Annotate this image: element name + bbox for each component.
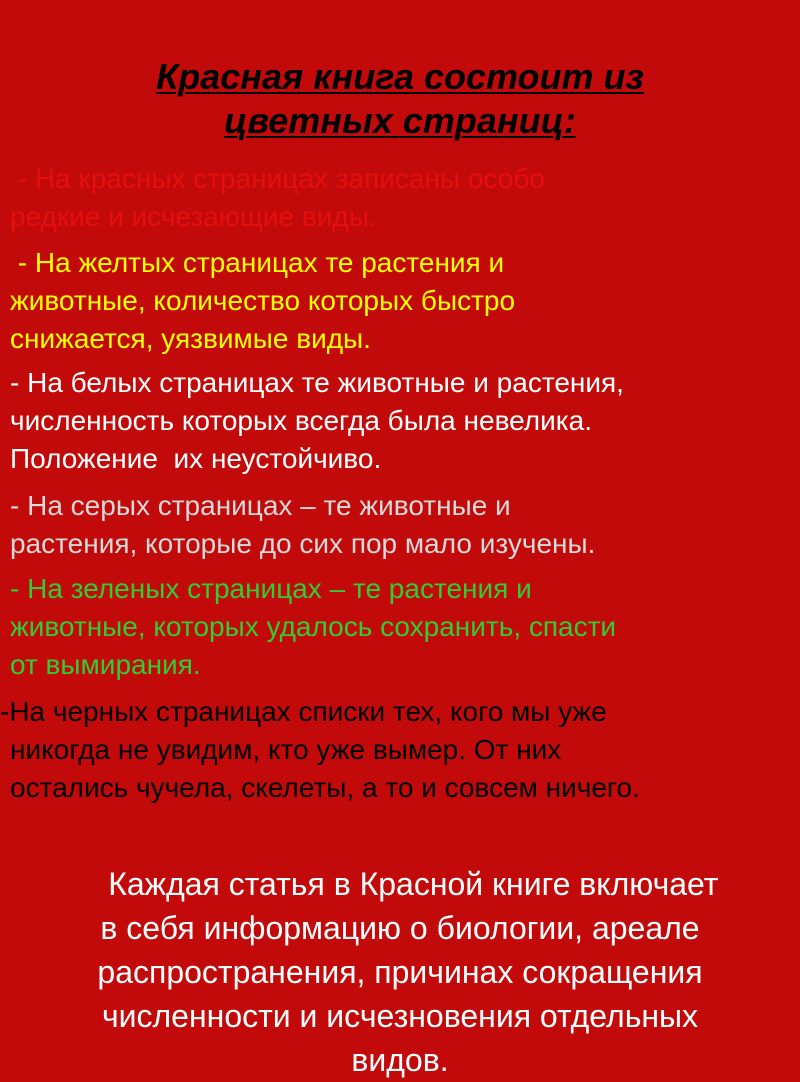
black-pages-item bbox=[0, 693, 780, 807]
title-line-1: Красная книга состоит из bbox=[156, 56, 644, 97]
summary-line-2: в себя информацию о биологии, ареале bbox=[100, 910, 700, 946]
white-pages-item bbox=[10, 364, 790, 478]
green-pages-line-2: животные, которых удалось сохранить, спасти bbox=[10, 611, 617, 642]
white-pages-line-3: Положение их неустойчиво. bbox=[10, 443, 382, 474]
green-pages-item bbox=[10, 570, 790, 684]
yellow-pages-line-3: снижается, уязвимые виды. bbox=[10, 323, 371, 354]
summary-paragraph bbox=[0, 862, 800, 1082]
red-pages-line-2: редкие и исчезающие виды. bbox=[10, 201, 377, 232]
yellow-pages-line-2: животные, количество которых быстро bbox=[10, 285, 516, 316]
red-pages-line-1: - На красных страницах записаны особо bbox=[10, 163, 545, 194]
gray-pages-item bbox=[10, 487, 790, 563]
slide-title bbox=[0, 55, 800, 143]
gray-pages-line-1: - На серых страницах – те животные и bbox=[10, 490, 511, 521]
summary-line-4: численности и исчезновения отдельных bbox=[101, 998, 699, 1034]
green-pages-line-3: от вымирания. bbox=[10, 649, 201, 680]
black-pages-line-3: остались чучела, скелеты, а то и совсем ничего. bbox=[10, 772, 640, 803]
white-pages-line-2: численность которых всегда была невелика. bbox=[10, 405, 592, 436]
gray-pages-line-2: растения, которые до сих пор мало изучены. bbox=[10, 528, 596, 559]
summary-line-5: видов. bbox=[351, 1042, 449, 1078]
red-pages-item bbox=[10, 160, 790, 236]
yellow-pages-item bbox=[10, 244, 790, 358]
summary-line-1: Каждая статья в Красной книге включает bbox=[81, 866, 719, 902]
yellow-pages-line-1: - На желтых страницах те растения и bbox=[10, 247, 505, 278]
title-line-2: цветных страниц: bbox=[224, 100, 576, 141]
green-pages-line-1: - На зеленых страницах – те растения и bbox=[10, 573, 532, 604]
summary-line-3: распространения, причинах сокращения bbox=[97, 954, 703, 990]
black-pages-line-1: -На черных страницах списки тех, кого мы уже bbox=[0, 696, 607, 727]
white-pages-line-1: - На белых страницах те животные и растения, bbox=[10, 367, 624, 398]
black-pages-line-2: никогда не увидим, кто уже вымер. От них bbox=[10, 734, 562, 765]
